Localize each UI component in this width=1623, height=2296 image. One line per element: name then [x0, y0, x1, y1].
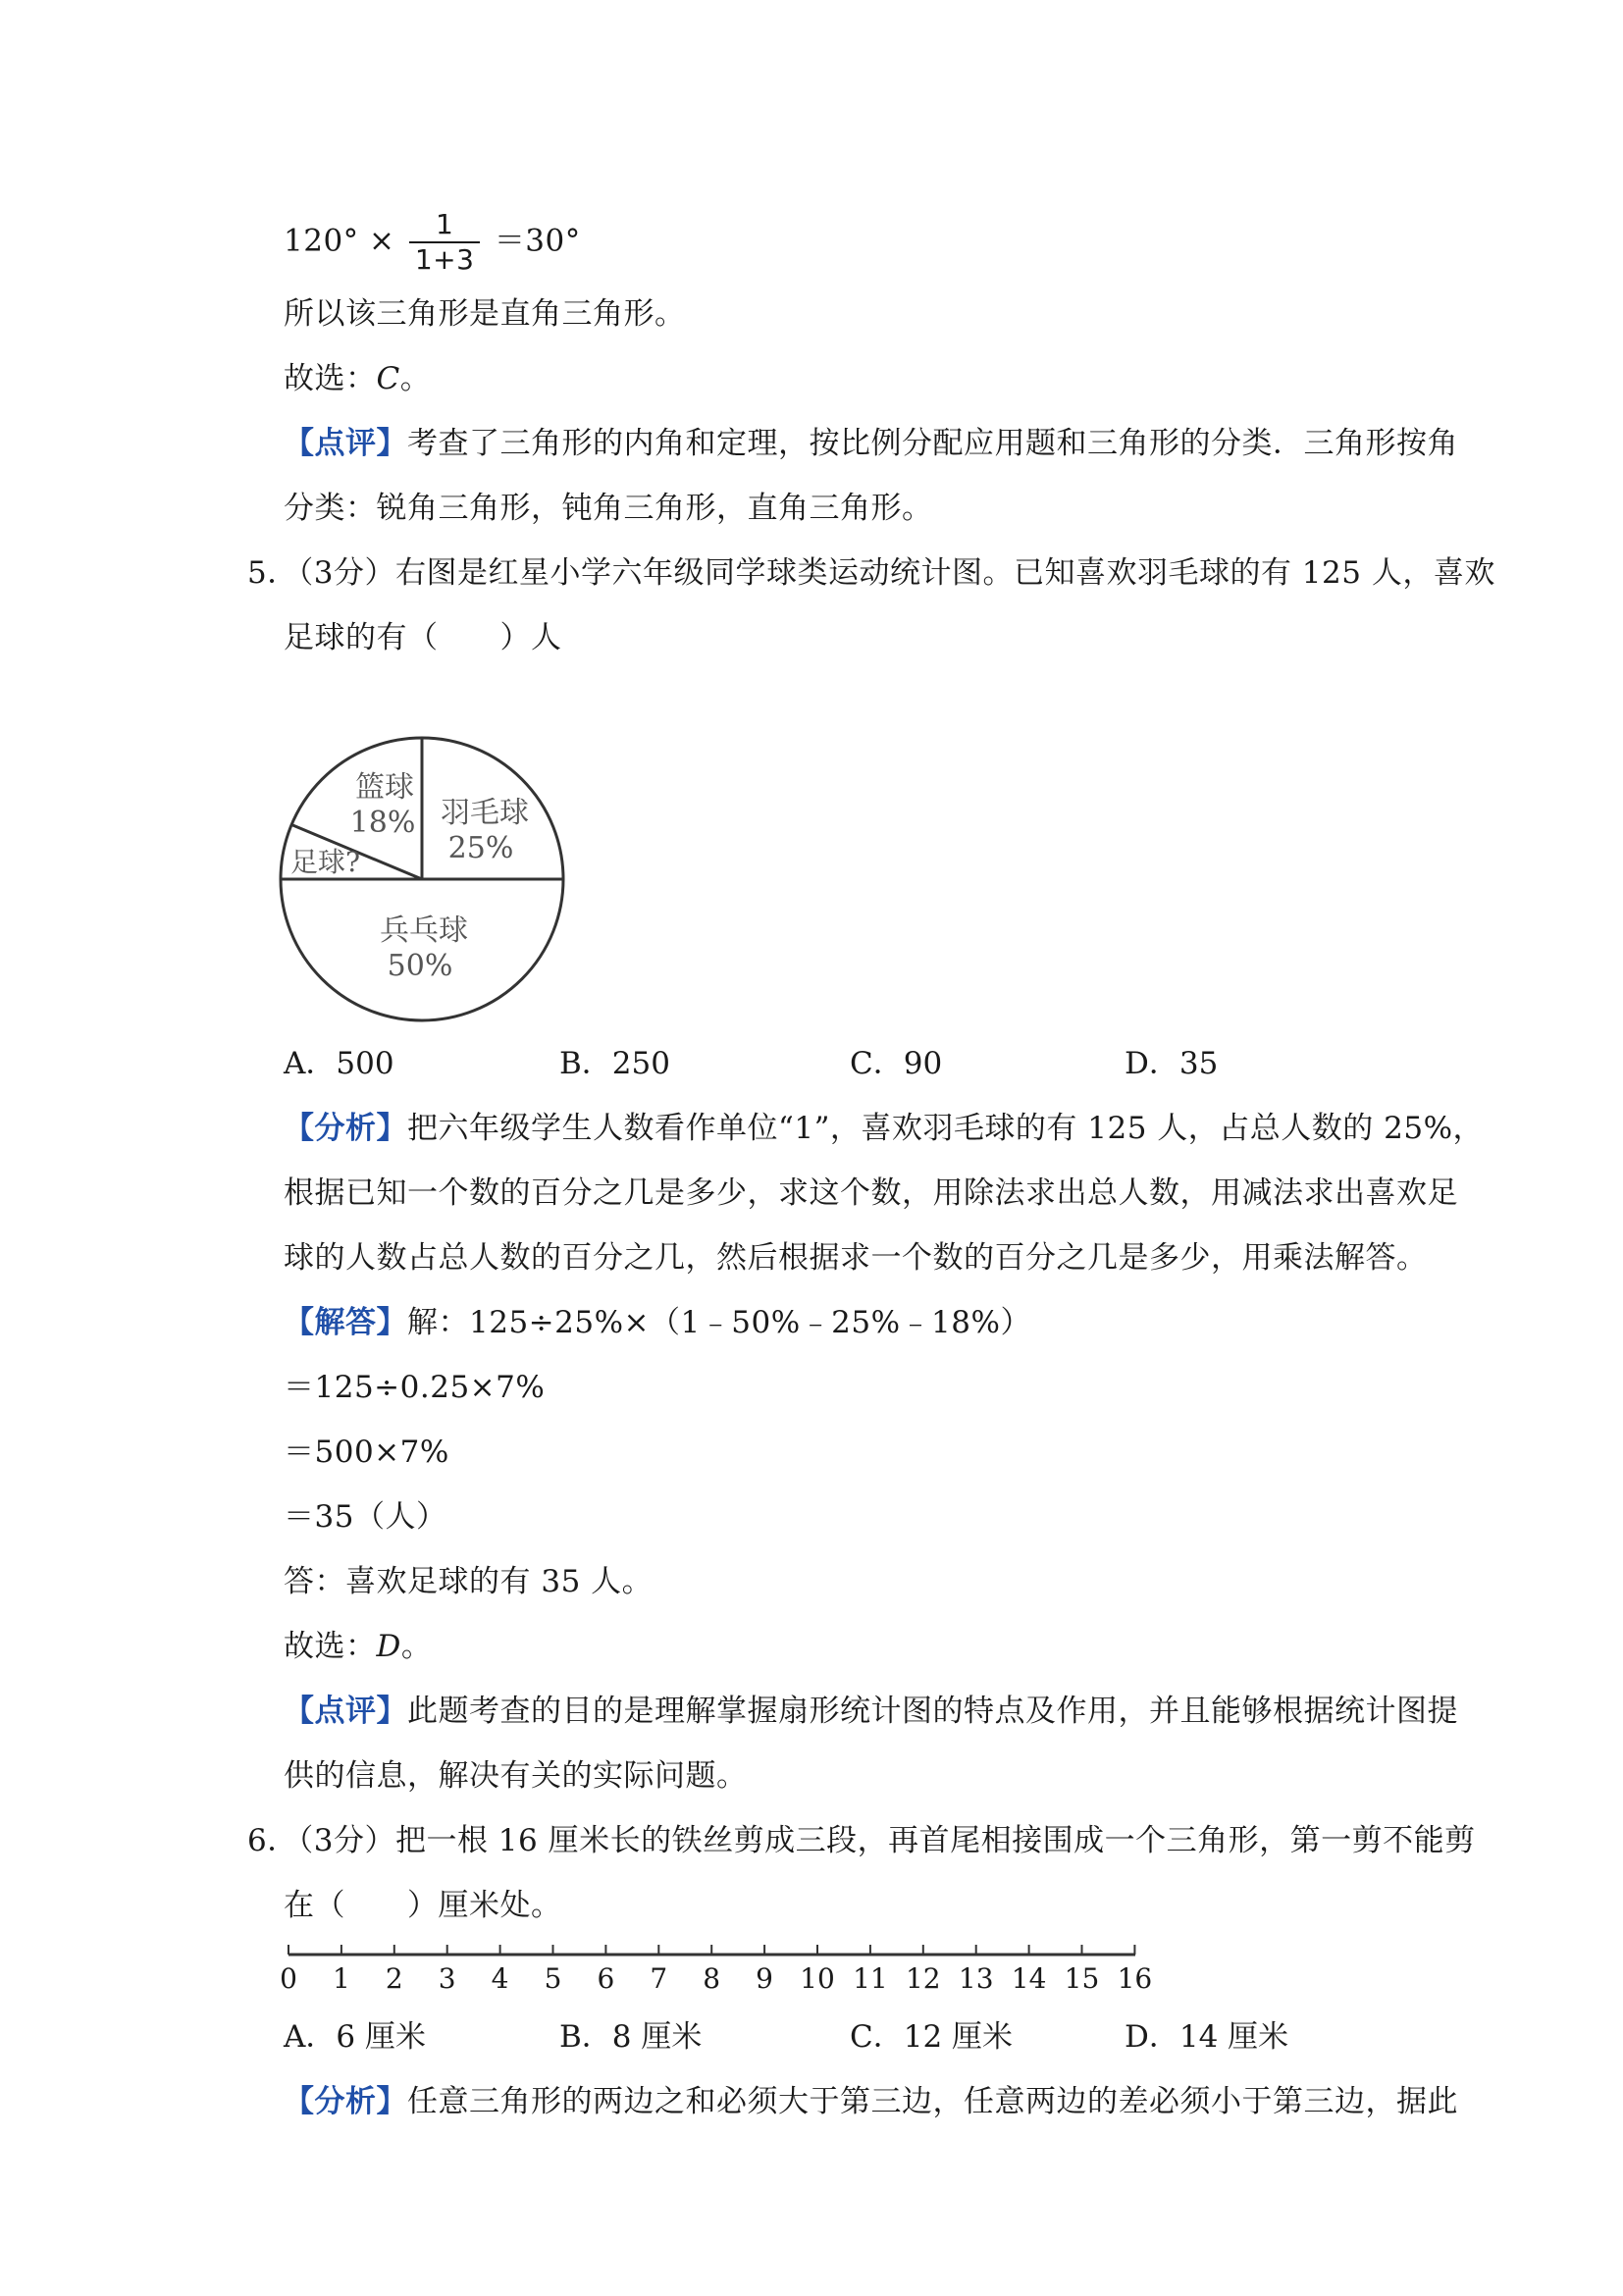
ruler-tick-label: 11	[853, 1962, 888, 1995]
ruler	[275, 1943, 1158, 2002]
ruler-tick-label: 8	[703, 1962, 721, 1995]
q5-answer-line-1	[284, 1303, 1031, 1342]
ruler-tick-label: 2	[385, 1962, 403, 1995]
comment-tag: 【点评】	[284, 426, 407, 461]
q5-option-d: D．35	[1125, 1046, 1219, 1081]
q5-analysis-tag: 【分析】	[284, 1111, 407, 1146]
q5-choice-suffix: 。	[400, 1629, 433, 1664]
choice-suffix: 。	[399, 361, 432, 396]
slice-label-football: 足球?	[290, 846, 361, 878]
q5-comment-tag: 【点评】	[284, 1694, 407, 1729]
ruler-tick-label: 16	[1117, 1962, 1153, 1995]
q5-stem-line-1: 5．（3分）右图是红星小学六年级同学球类运动统计图。已知喜欢羽毛球的有 125 人，喜欢	[247, 555, 1495, 591]
ruler-tick-label: 7	[650, 1962, 668, 1995]
q5-answer-text-1: 解：125÷25%×（1﹣50%﹣25%﹣18%）	[407, 1305, 1031, 1340]
q5-option-a: A．500	[284, 1046, 394, 1081]
fraction-denominator: 1+3	[414, 243, 475, 276]
q5-choice-prefix: 故选：	[284, 1629, 377, 1664]
choice-letter: C	[376, 361, 400, 396]
q5-analysis-text-1: 把六年级学生人数看作单位“1”，喜欢羽毛球的有 125 人，占总人数的 25%，	[407, 1111, 1485, 1146]
ruler-tick-label: 14	[1011, 1962, 1047, 1995]
slice-pct-badminton: 25%	[447, 831, 514, 865]
q5-reply: 答：喜欢足球的有 35 人。	[284, 1564, 654, 1599]
q5-step-3: ＝35（人）	[284, 1499, 447, 1535]
ruler-tick-label: 5	[544, 1962, 562, 1995]
q6-analysis-text-1: 任意三角形的两边之和必须大于第三边，任意两边的差必须小于第三边，据此	[407, 2084, 1458, 2119]
formula-line	[284, 208, 581, 277]
slice-label-basketball: 篮球	[355, 770, 414, 805]
ruler-tick-label: 3	[438, 1962, 456, 1995]
q5-step-2: ＝500×7%	[284, 1435, 449, 1470]
q5-comment-line-2: 供的信息，解决有关的实际问题。	[284, 1758, 748, 1794]
formula-left: 120° ×	[284, 223, 395, 259]
q5-option-b: B．250	[559, 1046, 670, 1081]
q6-option-d: D．14 厘米	[1125, 2019, 1289, 2055]
q5-comment-text-1: 此题考查的目的是理解掌握扇形统计图的特点及作用，并且能够根据统计图提	[407, 1694, 1458, 1729]
q5-option-c: C．90	[850, 1046, 943, 1081]
ruler-tick-label: 13	[958, 1962, 994, 1995]
q5-stem-line-2: 足球的有（ ）人	[284, 620, 562, 655]
q6-option-c: C．12 厘米	[850, 2019, 1014, 2055]
choice-line	[284, 359, 431, 398]
ruler-tick-label: 12	[905, 1962, 941, 1995]
comment-text-1: 考查了三角形的内角和定理，按比例分配应用题和三角形的分类．三角形按角	[407, 426, 1458, 461]
slice-label-badminton: 羽毛球	[441, 796, 529, 830]
q5-analysis-line-1	[284, 1109, 1484, 1148]
q5-step-1: ＝125÷0.25×7%	[284, 1370, 546, 1405]
ruler-tick-label: 4	[491, 1962, 509, 1995]
q5-choice-letter: D	[376, 1629, 401, 1664]
q6-stem-line-1: 6．（3分）把一根 16 厘米长的铁丝剪成三段，再首尾相接围成一个三角形，第一剪不能剪	[247, 1823, 1476, 1858]
ruler-tick-label: 10	[800, 1962, 835, 1995]
q5-choice-line	[284, 1627, 432, 1666]
q6-option-a: A．6 厘米	[284, 2019, 426, 2055]
q5-analysis-line-2: 根据已知一个数的百分之几是多少，求这个数，用除法求出总人数，用减法求出喜欢足	[284, 1175, 1458, 1211]
ruler-tick-label: 0	[280, 1962, 297, 1995]
slice-pct-basketball: 18%	[349, 806, 416, 840]
ruler-tick-label: 9	[756, 1962, 774, 1995]
fraction-numerator: 1	[409, 208, 481, 243]
q6-option-b: B．8 厘米	[559, 2019, 703, 2055]
ruler-ticks	[280, 1945, 1152, 1995]
pie-chart	[279, 736, 593, 1030]
slice-pct-pingpong: 50%	[387, 949, 453, 983]
ruler-tick-label: 15	[1064, 1962, 1100, 1995]
choice-prefix: 故选：	[284, 361, 377, 396]
q5-comment-line-1	[284, 1692, 1458, 1731]
q6-analysis-tag: 【分析】	[284, 2084, 407, 2119]
ruler-tick-label: 6	[597, 1962, 615, 1995]
comment-line-2: 分类：锐角三角形，钝角三角形，直角三角形。	[284, 491, 933, 526]
fraction	[409, 208, 481, 277]
conclusion-text: 所以该三角形是直角三角形。	[284, 296, 686, 332]
q5-answer-tag: 【解答】	[284, 1305, 407, 1340]
q6-analysis-line-1	[284, 2082, 1458, 2121]
ruler-tick-label: 1	[332, 1962, 350, 1995]
slice-label-pingpong: 兵乓球	[380, 913, 468, 948]
q6-stem-line-2: 在（ ）厘米处。	[284, 1888, 562, 1923]
q5-analysis-line-3: 球的人数占总人数的百分之几，然后根据求一个数的百分之几是多少，用乘法解答。	[284, 1240, 1428, 1276]
comment-line-1	[284, 424, 1458, 463]
formula-right: ＝30°	[494, 223, 581, 259]
